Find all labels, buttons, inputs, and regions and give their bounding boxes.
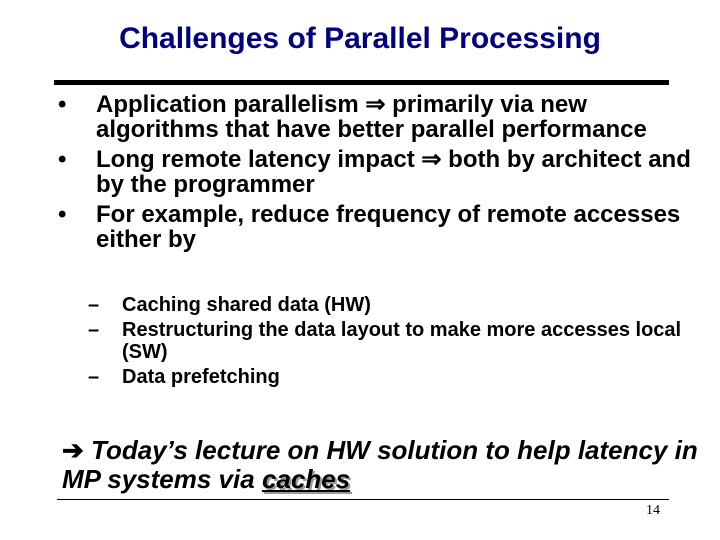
sub-bullet-item	[88, 319, 688, 363]
title-divider	[54, 80, 669, 85]
sub-bullet-marker: –	[88, 319, 100, 341]
bullet-marker: •	[58, 91, 67, 118]
bullet-marker: •	[58, 146, 67, 173]
bullet-text: Application parallelism ⇒ primarily via new algorithms that have better parallel performance	[96, 91, 647, 143]
bullet-marker: •	[58, 201, 67, 228]
callout-text: Today’s lecture on HW solution to help latency in MP systems via	[62, 435, 698, 494]
footer-divider	[57, 499, 669, 500]
lecture-callout	[62, 436, 702, 494]
sub-bullet-text: Caching shared data (HW)	[122, 294, 371, 316]
sub-bullet-text: Data prefetching	[122, 366, 280, 388]
slide-title: Challenges of Parallel Processing	[119, 22, 601, 55]
bullet-item	[58, 202, 698, 252]
sub-bullet-marker: –	[88, 366, 100, 388]
bullet-item	[58, 92, 698, 142]
sub-bullet-item	[88, 294, 688, 316]
sub-bullet-text: Restructuring the data layout to make more accesses local (SW)	[122, 319, 682, 363]
bullet-text: Long remote latency impact ⇒ both by architect and by the programmer	[96, 146, 691, 198]
bullet-list	[58, 92, 698, 257]
bullet-text: For example, reduce frequency of remote accesses either by	[96, 201, 681, 253]
right-arrow-icon: ➔	[62, 435, 84, 465]
sub-bullet-list	[88, 294, 688, 391]
sub-bullet-item	[88, 366, 688, 388]
sub-bullet-marker: –	[88, 294, 100, 316]
page-number: 14	[646, 503, 660, 518]
callout-emphasis: caches	[261, 464, 351, 494]
bullet-item	[58, 147, 698, 197]
